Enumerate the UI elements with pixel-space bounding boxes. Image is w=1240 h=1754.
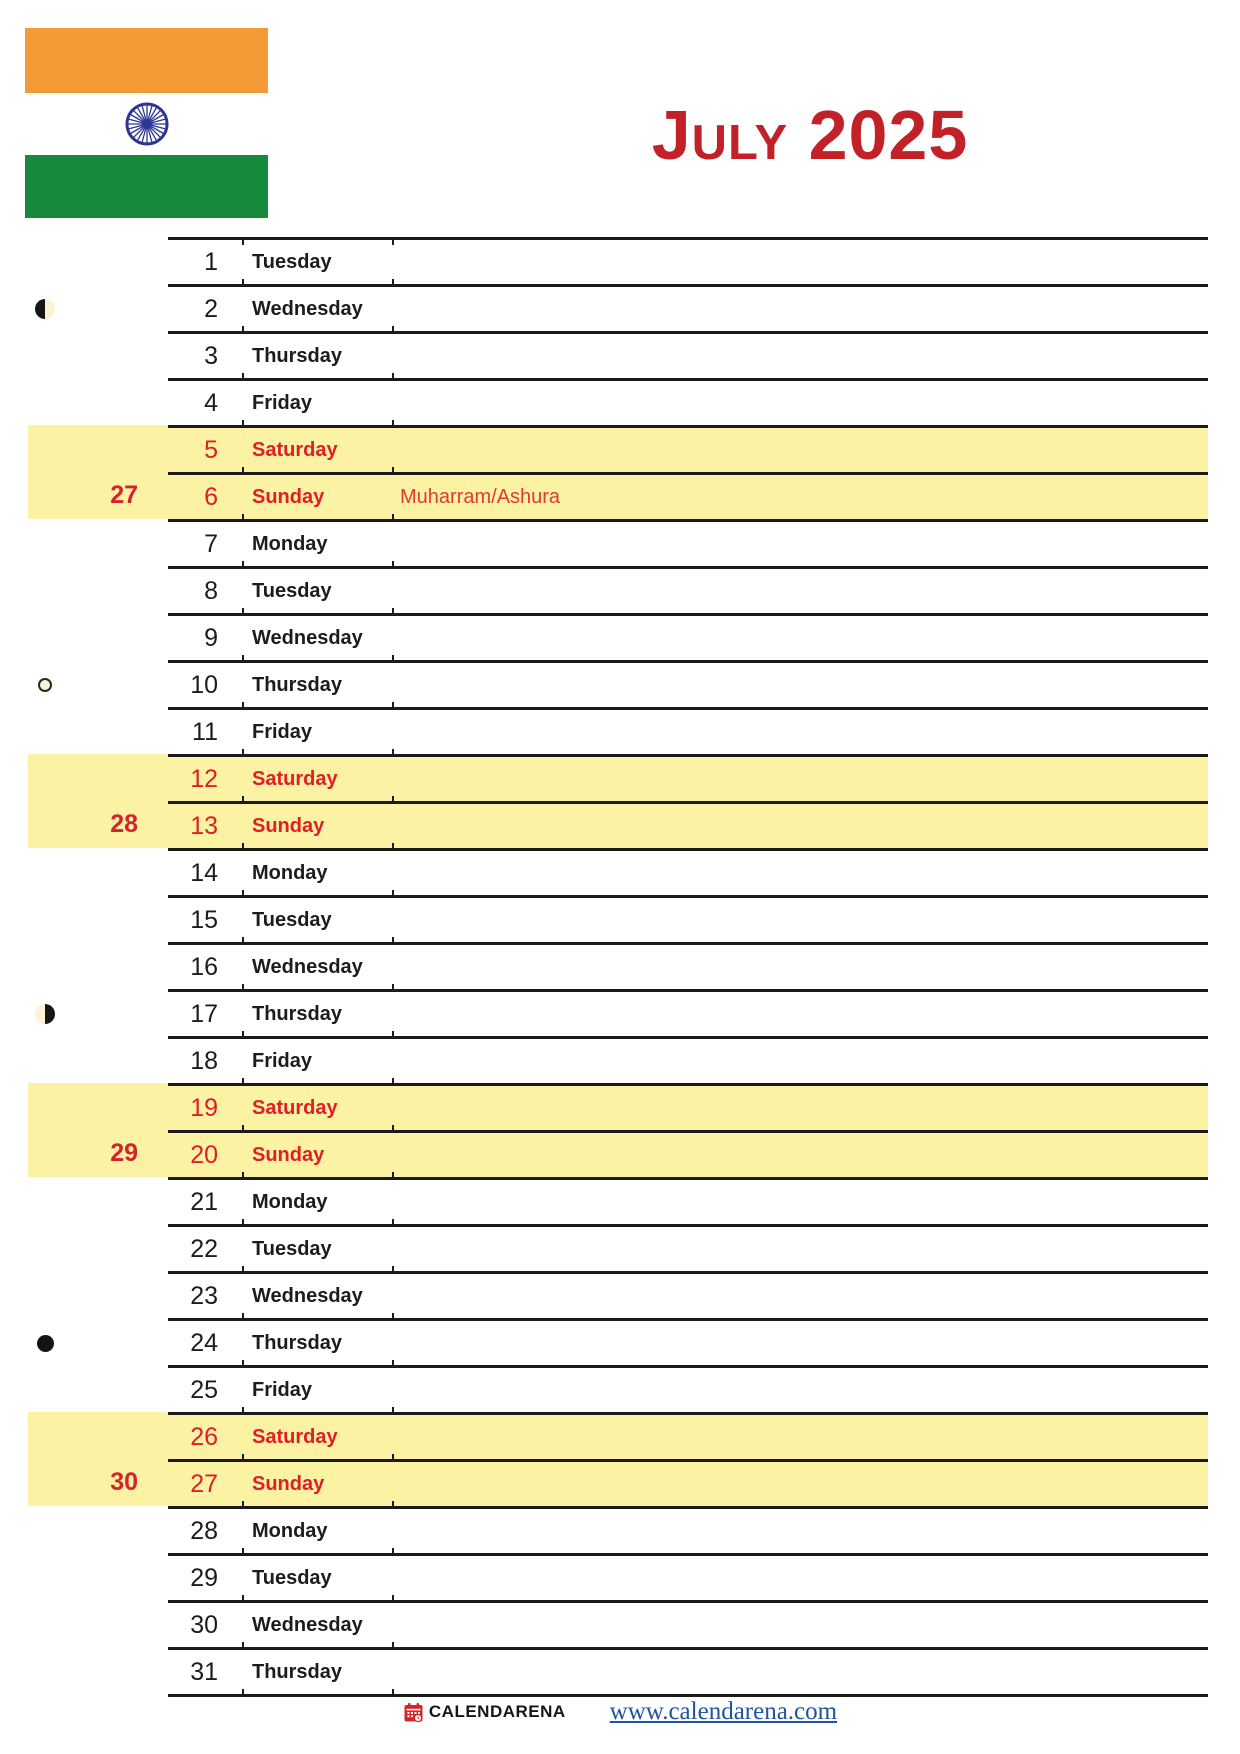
weekday-name: Saturday [252, 1425, 338, 1448]
calendar-row [168, 616, 1208, 663]
date-number: 20 [190, 1140, 218, 1169]
first-quarter-moon-icon [35, 299, 55, 319]
calendar-icon [403, 1702, 424, 1723]
date-number: 3 [204, 341, 218, 370]
calendar-table [168, 237, 1208, 1697]
date-number: 13 [190, 811, 218, 840]
india-flag [25, 28, 268, 218]
calendar-row [168, 287, 1208, 334]
date-number: 12 [190, 764, 218, 793]
weekday-name: Friday [252, 720, 313, 743]
date-number: 15 [190, 905, 218, 934]
calendar-row [168, 1086, 1208, 1133]
brand-logo [403, 1702, 566, 1723]
date-number: 16 [190, 952, 218, 981]
weekday-name: Monday [252, 1190, 328, 1213]
weekday-name: Thursday [252, 1660, 343, 1683]
holiday-note: Muharram/Ashura [400, 485, 561, 508]
date-number: 28 [190, 1516, 218, 1545]
date-number: 25 [190, 1375, 218, 1404]
weekday-name: Saturday [252, 767, 338, 790]
date-number: 18 [190, 1046, 218, 1075]
date-number: 17 [190, 999, 218, 1028]
calendar-row [168, 240, 1208, 287]
calendar-row [168, 334, 1208, 381]
weekday-name: Thursday [252, 673, 343, 696]
weekday-name: Monday [252, 532, 328, 555]
weekday-name: Saturday [252, 1096, 338, 1119]
weekday-name: Thursday [252, 1331, 343, 1354]
calendar-row [168, 1321, 1208, 1368]
weekday-name: Tuesday [252, 908, 332, 931]
calendar-row [168, 1556, 1208, 1603]
date-number: 10 [190, 670, 218, 699]
calendar-row [168, 757, 1208, 804]
new-moon-icon [37, 1335, 54, 1352]
weekday-name: Monday [252, 1519, 328, 1542]
calendar-row [168, 1180, 1208, 1227]
weekday-name: Tuesday [252, 579, 332, 602]
calendar-row [168, 663, 1208, 710]
date-number: 2 [204, 294, 218, 323]
weekday-name: Wednesday [252, 1613, 363, 1636]
full-moon-icon [38, 678, 52, 692]
brand-name: CALENDARENA [428, 1702, 566, 1721]
weekday-name: Monday [252, 861, 328, 884]
calendar-row [168, 1509, 1208, 1556]
weekday-name: Wednesday [252, 297, 363, 320]
weekday-name: Sunday [252, 1143, 325, 1166]
weekday-name: Friday [252, 391, 313, 414]
ashoka-chakra-icon [124, 101, 170, 147]
weekday-name: Thursday [252, 1002, 343, 1025]
calendar-row [168, 710, 1208, 757]
date-number: 9 [204, 623, 218, 652]
calendar-row [168, 569, 1208, 616]
footer [0, 1698, 1240, 1726]
date-number: 31 [190, 1657, 218, 1686]
calendar-row [168, 1039, 1208, 1086]
week-number: 29 [110, 1139, 138, 1167]
last-quarter-moon-icon [35, 1004, 55, 1024]
weekday-name: Sunday [252, 814, 325, 837]
weekday-name: Friday [252, 1049, 313, 1072]
weekday-name: Friday [252, 1378, 313, 1401]
date-number: 4 [204, 388, 218, 417]
weekday-name: Sunday [252, 1472, 325, 1495]
calendar-row [168, 898, 1208, 945]
date-number: 7 [204, 529, 218, 558]
calendar-row [168, 1133, 1208, 1180]
week-number: 30 [110, 1468, 138, 1496]
date-number: 23 [190, 1281, 218, 1310]
weekday-name: Wednesday [252, 626, 363, 649]
weekday-name: Tuesday [252, 1237, 332, 1260]
website-link[interactable]: www.calendarena.com [609, 1698, 838, 1725]
flag-green-band [25, 155, 268, 218]
weekday-name: Tuesday [252, 250, 332, 273]
date-number: 14 [190, 858, 218, 887]
calendar-row [168, 1368, 1208, 1415]
date-number: 27 [190, 1469, 218, 1498]
calendar-row [168, 804, 1208, 851]
weekday-name: Sunday [252, 485, 325, 508]
week-number: 27 [110, 481, 138, 509]
calendar-row [168, 1274, 1208, 1321]
date-number: 22 [190, 1234, 218, 1263]
date-number: 29 [190, 1563, 218, 1592]
date-number: 19 [190, 1093, 218, 1122]
calendar-row [168, 1227, 1208, 1274]
date-number: 8 [204, 576, 218, 605]
calendar-row [168, 1462, 1208, 1509]
date-number: 5 [204, 435, 218, 464]
calendar-row [168, 1415, 1208, 1462]
calendar-row [168, 475, 1208, 522]
date-number: 26 [190, 1422, 218, 1451]
date-number: 24 [190, 1328, 218, 1357]
calendar-row [168, 851, 1208, 898]
flag-saffron-band [25, 28, 268, 93]
calendar-row [168, 522, 1208, 569]
weekday-name: Tuesday [252, 1566, 332, 1589]
calendar-row [168, 945, 1208, 992]
week-number: 28 [110, 810, 138, 838]
weekday-name: Wednesday [252, 1284, 363, 1307]
date-number: 1 [204, 247, 218, 276]
weekday-name: Wednesday [252, 955, 363, 978]
date-number: 11 [192, 717, 218, 746]
weekday-name: Thursday [252, 344, 343, 367]
weekday-name: Saturday [252, 438, 338, 461]
calendar-row [168, 1603, 1208, 1650]
date-number: 6 [204, 482, 218, 511]
flag-white-band [25, 93, 268, 155]
page-title: July 2025 [651, 96, 969, 174]
calendar-row [168, 1650, 1208, 1697]
calendar-row [168, 992, 1208, 1039]
calendar-row [168, 381, 1208, 428]
date-number: 30 [190, 1610, 218, 1639]
calendar-row [168, 428, 1208, 475]
date-number: 21 [190, 1187, 218, 1216]
